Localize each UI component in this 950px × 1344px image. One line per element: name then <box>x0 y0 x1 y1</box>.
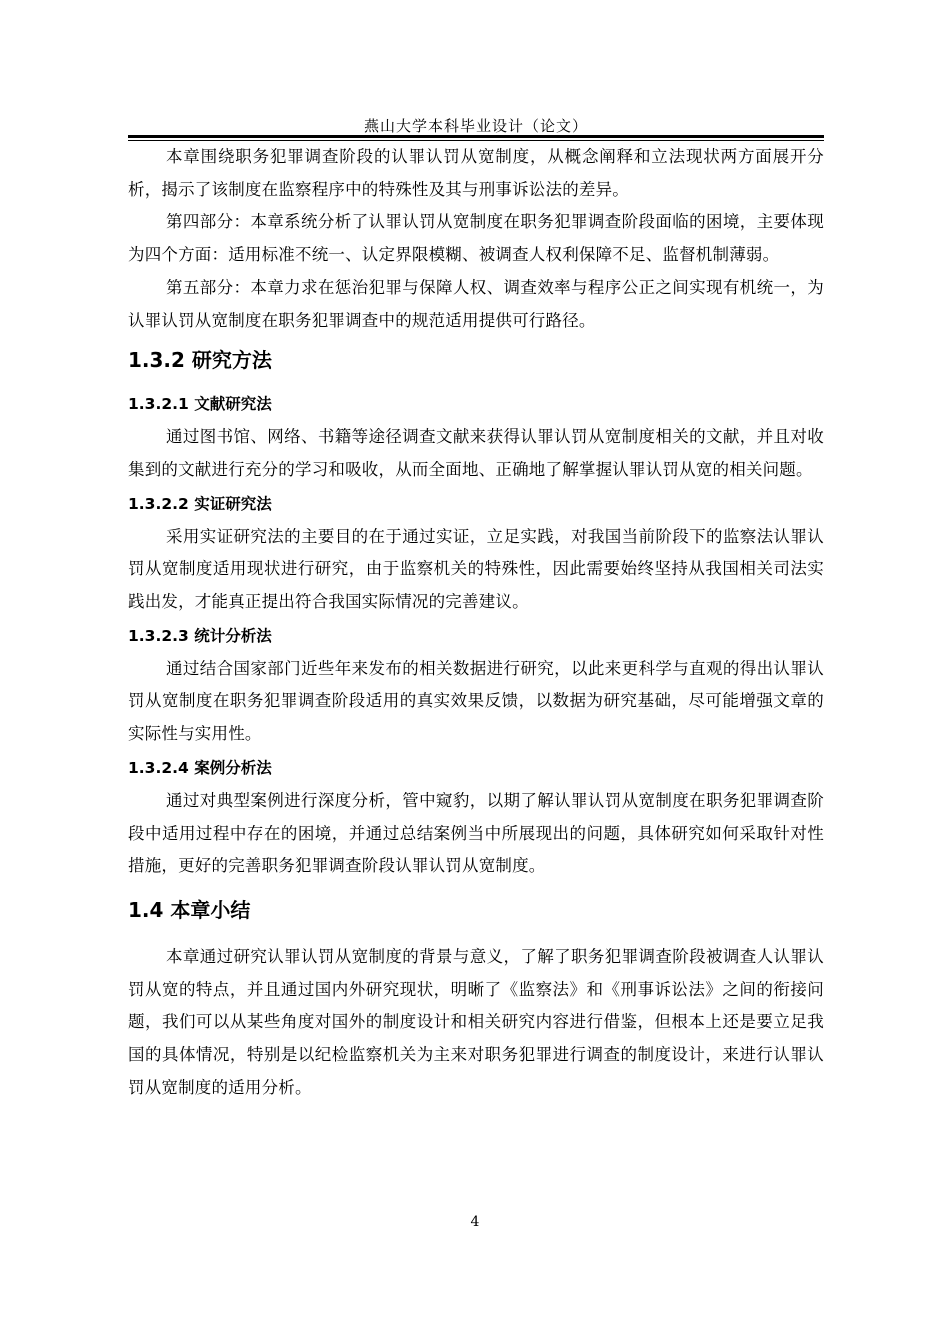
method-paragraph: 通过图书馆、网络、书籍等途径调查文献来获得认罪认罚从宽制度相关的文献，并且对收集到的文献进行充分的学习和吸收，从而全面地、正确地了解掌握认罪认罚从宽的相关问题。 <box>128 427 824 479</box>
header-rule-thick <box>128 135 824 138</box>
page-body <box>128 141 824 1104</box>
page-number: 4 <box>470 1214 480 1230</box>
method-paragraph: 采用实证研究法的主要目的在于通过实证，立足实践，对我国当前阶段下的监察法认罪认罚从宽制度适用现状进行研究，由于监察机关的特殊性，因此需要始终坚持从我国相关司法实践出发，才能真正提出符合我国实际情况的完善建议。 <box>128 526 824 612</box>
intro-paragraph: 第四部分：本章系统分析了认罪认罚从宽制度在职务犯罪调查阶段面临的困境，主要体现为四个方面：适用标准不统一、认定界限模糊、被调查人权利保障不足、监督机制薄弱。 <box>128 212 824 265</box>
summary-paragraph: 本章通过研究认罪认罚从宽制度的背景与意义，了解了职务犯罪调查阶段被调查人认罪认罚从宽的特点，并且通过国内外研究现状，明晰了《监察法》和《刑事诉讼法》之间的衔接问题，我们可以从某些角度对国外的制度设计和相关研究内容进行借鉴，但根本上还是要立足我国的具体情况，特别是以纪检监察机关为主来对职务犯罪进行调查的制度设计，来进行认罪认罚从宽制度的适用分析。 <box>128 946 824 1097</box>
page-header-title: 燕山大学本科毕业设计（论文） <box>363 117 588 135</box>
section-heading-research-methods: 1.3.2 研究方法 <box>128 348 272 373</box>
subsection-heading-statistical-method: 1.3.2.3 统计分析法 <box>128 626 272 645</box>
subsection-heading-case-method: 1.3.2.4 案例分析法 <box>128 758 272 777</box>
method-paragraph: 通过结合国家部门近些年来发布的相关数据进行研究，以此来更科学与直观的得出认罪认罚从宽制度在职务犯罪调查阶段适用的真实效果反馈，以数据为研究基础，尽可能增强文章的实际性与实用性。 <box>128 658 824 744</box>
section-heading-chapter-summary: 1.4 本章小结 <box>128 897 251 922</box>
subsection-heading-empirical-method: 1.3.2.2 实证研究法 <box>128 494 272 513</box>
subsection-heading-literature-method: 1.3.2.1 文献研究法 <box>128 395 272 414</box>
method-paragraph: 通过对典型案例进行深度分析，管中窥豹，以期了解认罪认罚从宽制度在职务犯罪调查阶段中适用过程中存在的困境，并通过总结案例当中所展现出的问题，具体研究如何采取针对性措施，更好的完善职务犯罪调查阶段认罪认罚从宽制度。 <box>128 790 824 876</box>
intro-paragraph: 第五部分：本章力求在惩治犯罪与保障人权、调查效率与程序公正之间实现有机统一，为认罪认罚从宽制度在职务犯罪调查中的规范适用提供可行路径。 <box>128 277 824 330</box>
intro-paragraph: 本章围绕职务犯罪调查阶段的认罪认罚从宽制度，从概念阐释和立法现状两方面展开分析，揭示了该制度在监察程序中的特殊性及其与刑事诉讼法的差异。 <box>128 147 824 199</box>
